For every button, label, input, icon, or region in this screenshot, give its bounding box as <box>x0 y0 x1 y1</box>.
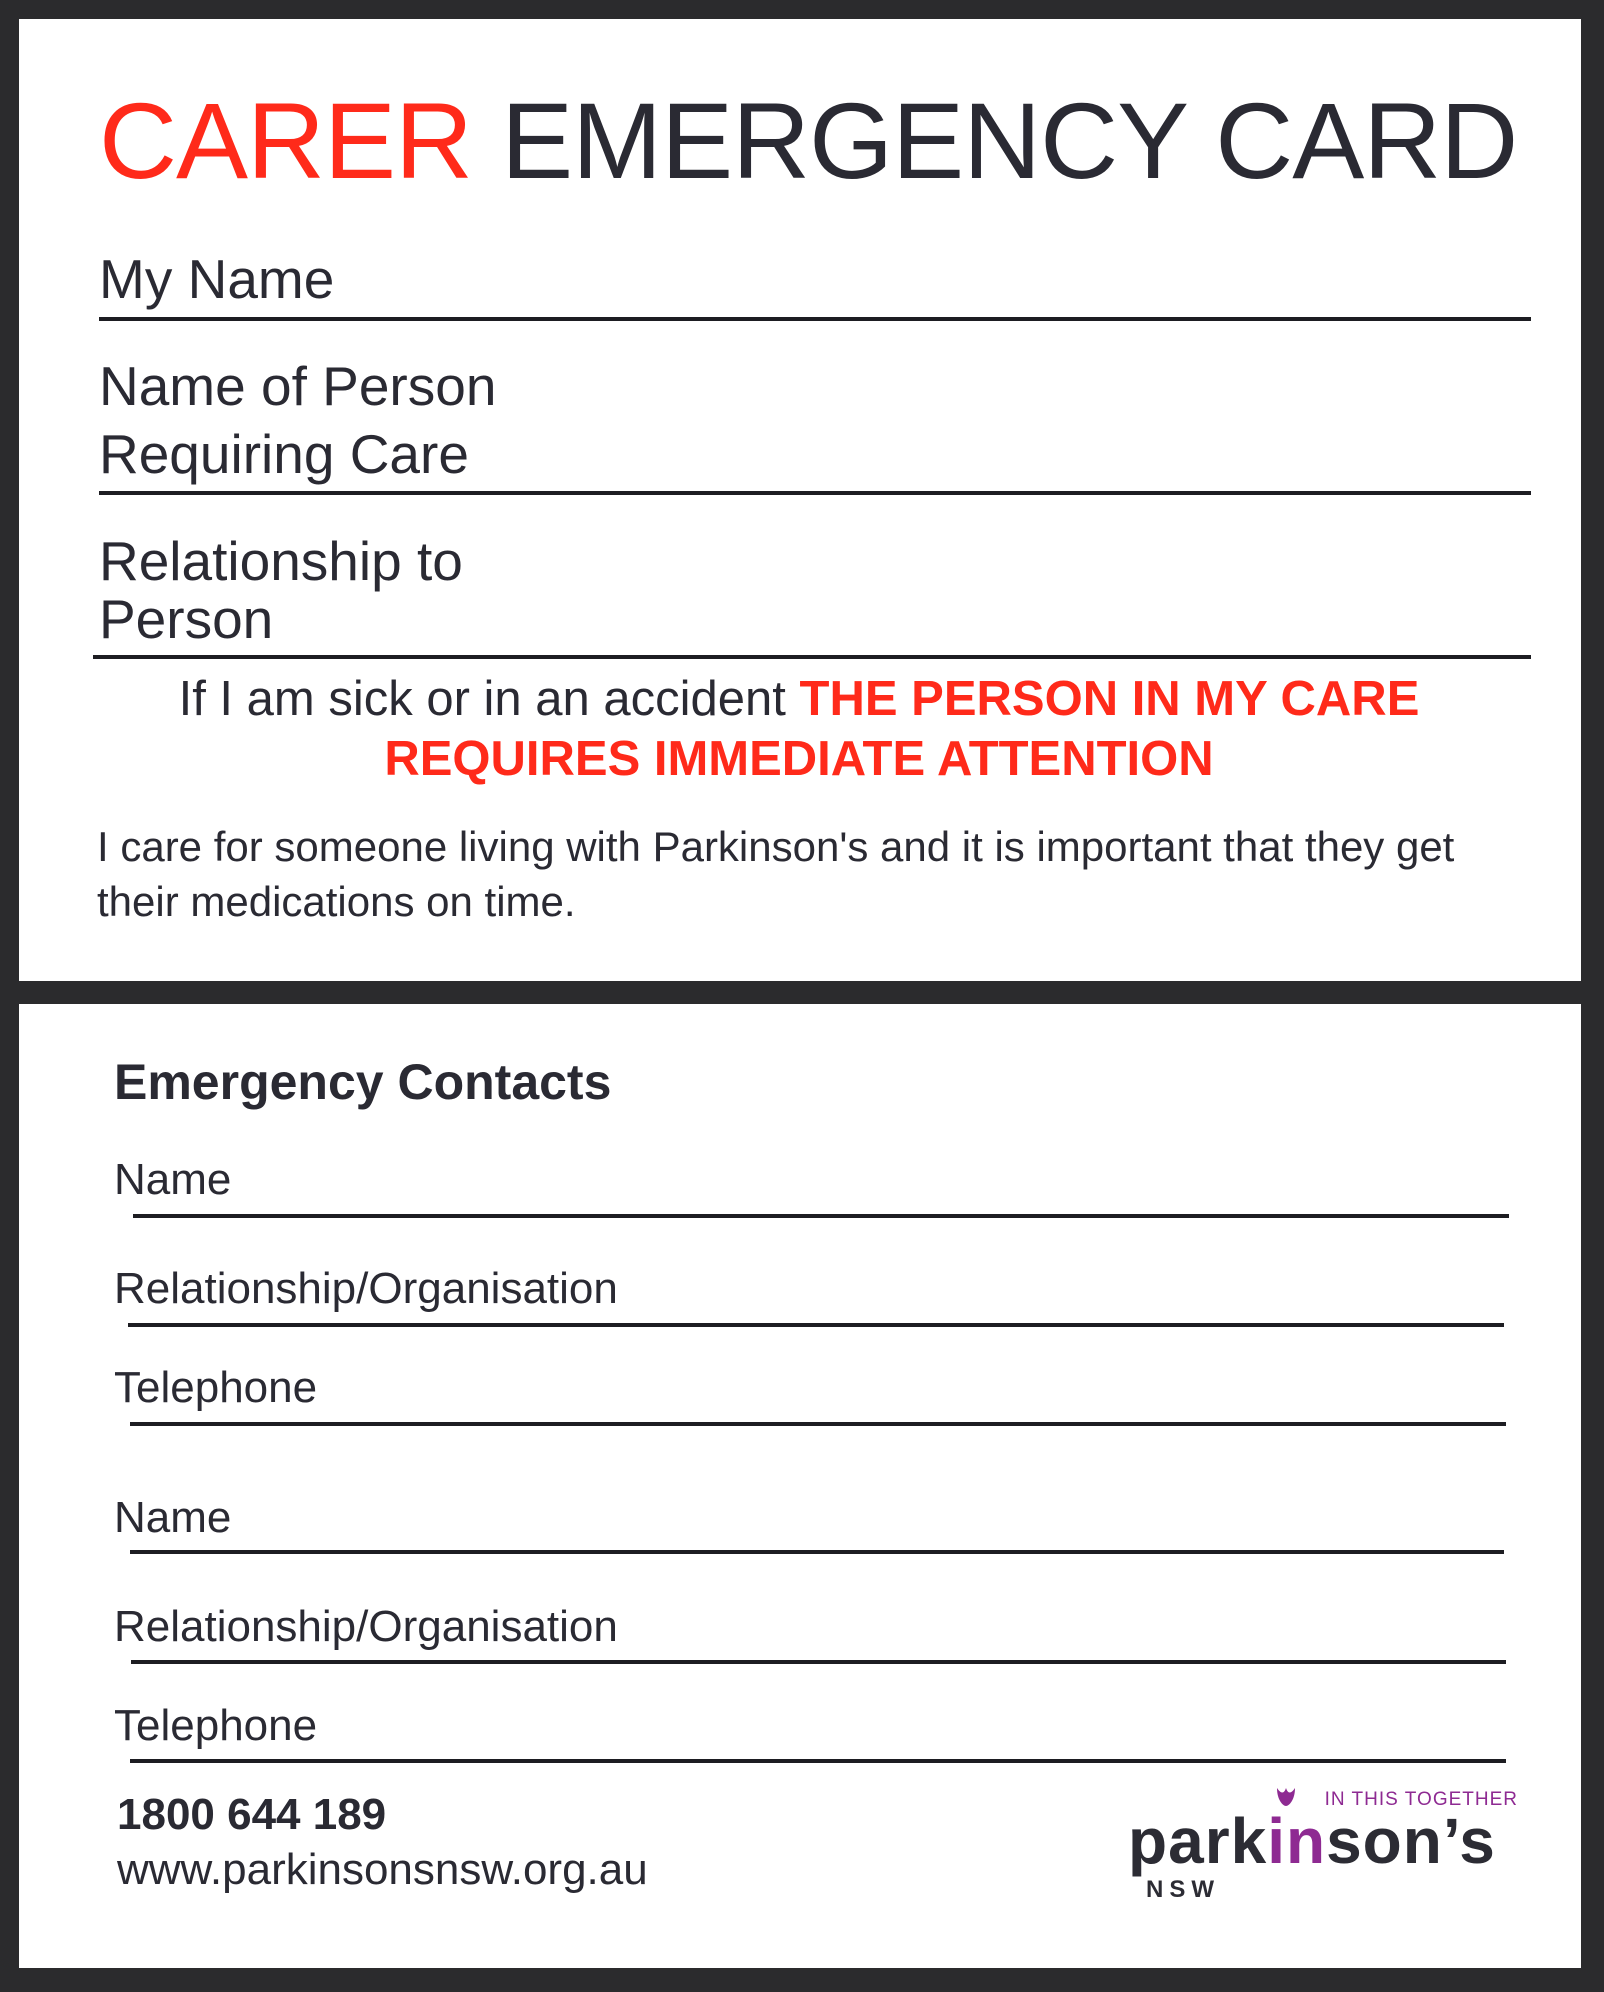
contact-2-name-line <box>130 1550 1504 1554</box>
accident-warning <box>79 669 1519 789</box>
my-name-label: My Name <box>99 248 335 310</box>
relationship-label-line1: Relationship to <box>99 530 463 592</box>
contact-1-relationship-label: Relationship/Organisation <box>114 1264 618 1313</box>
logo-region: NSW <box>1146 1876 1220 1903</box>
parkinsons-nsw-logo <box>1128 1782 1518 1902</box>
logo-wordmark-part1: park <box>1128 1805 1268 1877</box>
person-requiring-care-label <box>99 352 496 488</box>
title-emergency-card: EMERGENCY CARD <box>501 80 1518 201</box>
my-name-line <box>99 317 1531 321</box>
logo-tagline: IN THIS TOGETHER <box>1324 1789 1518 1810</box>
contact-1-telephone-label: Telephone <box>114 1363 318 1412</box>
contact-2-relationship-line <box>131 1660 1506 1664</box>
logo-wordmark <box>1128 1804 1496 1878</box>
relationship-label-line2: Person <box>99 588 274 650</box>
contact-1-name-line <box>133 1214 1509 1218</box>
contact-2-name-label: Name <box>114 1493 232 1542</box>
helpline-number: 1800 644 189 <box>117 1790 387 1839</box>
title-carer: CARER <box>99 80 473 201</box>
relationship-label <box>99 532 463 648</box>
contact-1-name-label: Name <box>114 1155 232 1204</box>
logo-wordmark-part2: in <box>1267 1805 1327 1877</box>
contact-1-relationship-line <box>128 1323 1504 1327</box>
card-title <box>99 80 1518 201</box>
person-requiring-care-line <box>99 491 1531 495</box>
person-label-line2: Requiring Care <box>99 423 469 485</box>
contact-1-telephone-line <box>130 1422 1506 1426</box>
relationship-line <box>93 655 1531 659</box>
card-front <box>19 19 1581 981</box>
contact-2-relationship-label: Relationship/Organisation <box>114 1602 618 1651</box>
warning-emphasis-text: THE PERSON IN MY CARE REQUIRES IMMEDIATE ATTENTION <box>384 672 1420 786</box>
person-label-line1: Name of Person <box>99 355 497 417</box>
contact-2-telephone-label: Telephone <box>114 1701 318 1750</box>
warning-plain-text: If I am sick or in an accident <box>178 672 786 726</box>
website-url: www.parkinsonsnsw.org.au <box>117 1845 648 1894</box>
logo-wordmark-part3: son’s <box>1326 1805 1496 1877</box>
contact-2-telephone-line <box>130 1759 1506 1763</box>
emergency-contacts-heading: Emergency Contacts <box>114 1054 612 1110</box>
medication-note: I care for someone living with Parkinson's and it is important that they get their medications on time. <box>97 823 1455 925</box>
